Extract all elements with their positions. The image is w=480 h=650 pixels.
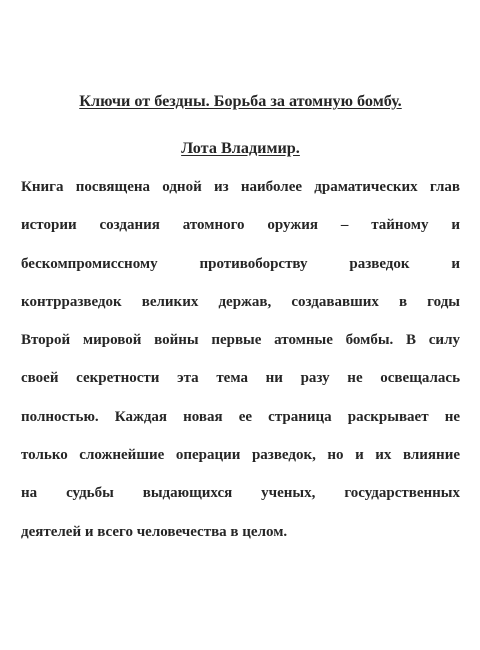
book-title: Ключи от бездны. Борьба за атомную бомбу. [79,92,402,110]
description-line: полностью. Каждая новая ее страница раскрывает не [21,408,460,425]
description-line: Второй мировой войны первые атомные бомбы. В силу [21,332,460,349]
book-author: Лота Владимир. [181,139,300,157]
description-line: своей секретности эта тема ни разу не освещалась [21,370,460,387]
book-description [21,177,460,560]
description-line: Книга посвящена одной из наиболее драматических глав [21,179,460,195]
description-line: только сложнейшие операции разведок, но и их влияние [21,447,460,464]
description-line: бескомпромиссному противоборству разведок и [21,255,460,272]
description-line: контрразведок великих держав, создававших в годы [21,293,460,310]
description-line: на судьбы выдающихся ученых, государственных [21,485,460,502]
description-line: деятелей и всего человечества в целом. [21,523,288,540]
description-line: истории создания атомного оружия – тайному и [21,217,460,234]
